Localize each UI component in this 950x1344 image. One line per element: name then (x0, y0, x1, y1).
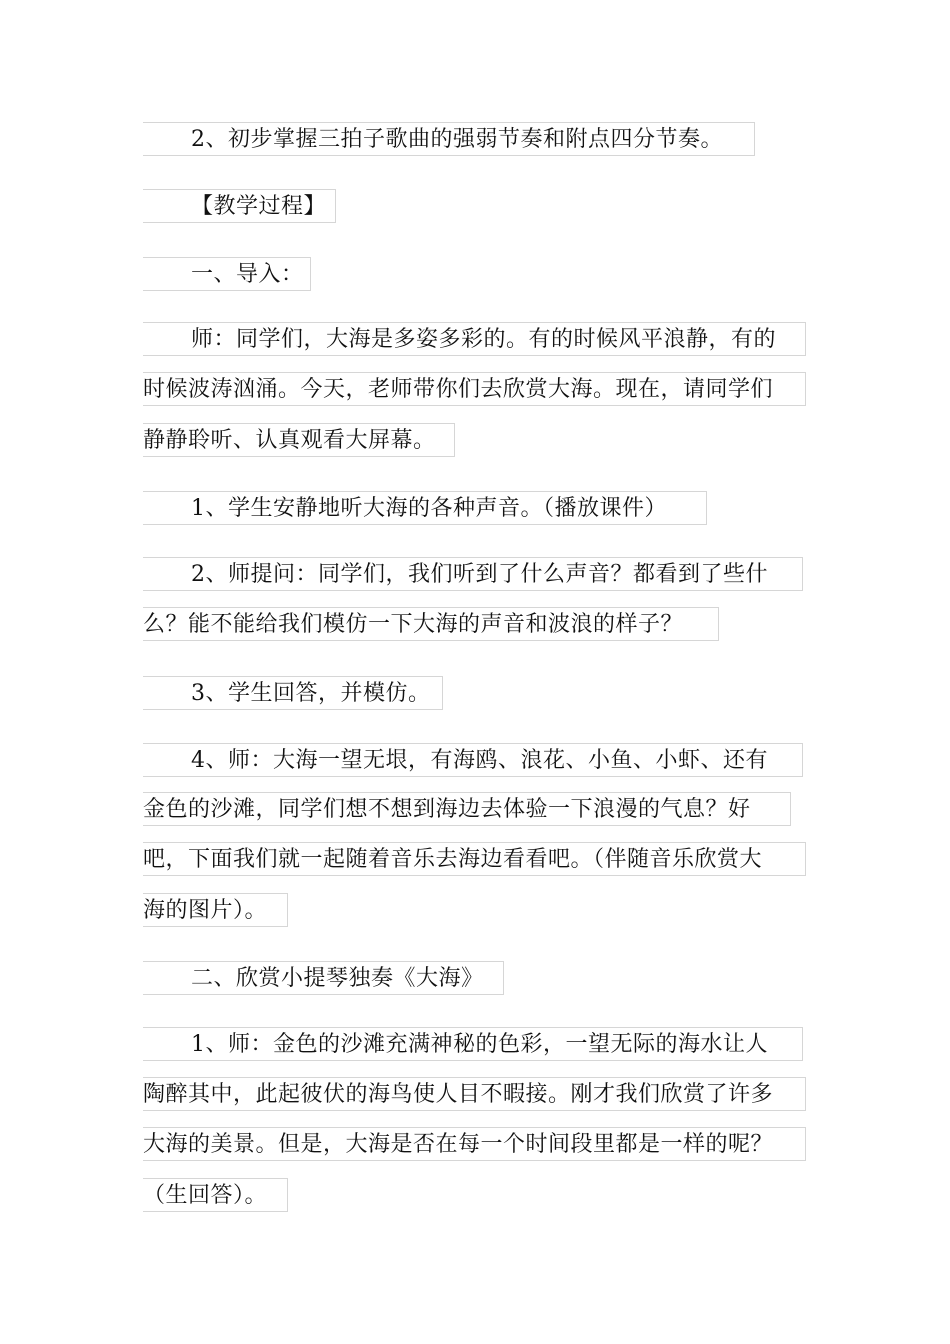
step-3-line: 3、学生回答，并模仿。 (143, 676, 443, 710)
violin-step-1-line-4: （生回答）。 (143, 1178, 288, 1212)
heading-violin-solo: 二、欣赏小提琴独奏《大海》 (143, 961, 504, 995)
section-heading-teaching-process: 【教学过程】 (143, 189, 336, 223)
paragraph-teacher-intro-line-3: 静静聆听、认真观看大屏幕。 (143, 423, 455, 457)
paragraph-teacher-intro-line-2: 时候波涛汹涌。今天，老师带你们去欣赏大海。现在，请同学们 (143, 372, 806, 406)
step-2-line-2: 么？能不能给我们模仿一下大海的声音和波浪的样子？ (143, 607, 719, 641)
step-4-line-3: 吧，下面我们就一起随着音乐去海边看看吧。（伴随音乐欣赏大 (143, 842, 806, 876)
violin-step-1-line-1: 1、师：金色的沙滩充满神秘的色彩，一望无际的海水让人 (143, 1027, 803, 1061)
step-1-line: 1、学生安静地听大海的各种声音。（播放课件） (143, 491, 707, 525)
objective-2-line: 2、初步掌握三拍子歌曲的强弱节奏和附点四分节奏。 (143, 122, 755, 156)
step-2-line-1: 2、师提问：同学们，我们听到了什么声音？都看到了些什 (143, 557, 803, 591)
step-4-line-4: 海的图片）。 (143, 893, 288, 927)
step-4-line-2: 金色的沙滩，同学们想不想到海边去体验一下浪漫的气息？好 (143, 792, 791, 826)
paragraph-teacher-intro-line-1: 师：同学们，大海是多姿多彩的。有的时候风平浪静，有的 (143, 322, 806, 356)
violin-step-1-line-3: 大海的美景。但是，大海是否在每一个时间段里都是一样的呢？ (143, 1127, 806, 1161)
violin-step-1-line-2: 陶醉其中，此起彼伏的海鸟使人目不暇接。刚才我们欣赏了许多 (143, 1077, 806, 1111)
heading-introduction: 一、导入： (143, 257, 311, 291)
step-4-line-1: 4、师：大海一望无垠，有海鸥、浪花、小鱼、小虾、还有 (143, 743, 803, 777)
